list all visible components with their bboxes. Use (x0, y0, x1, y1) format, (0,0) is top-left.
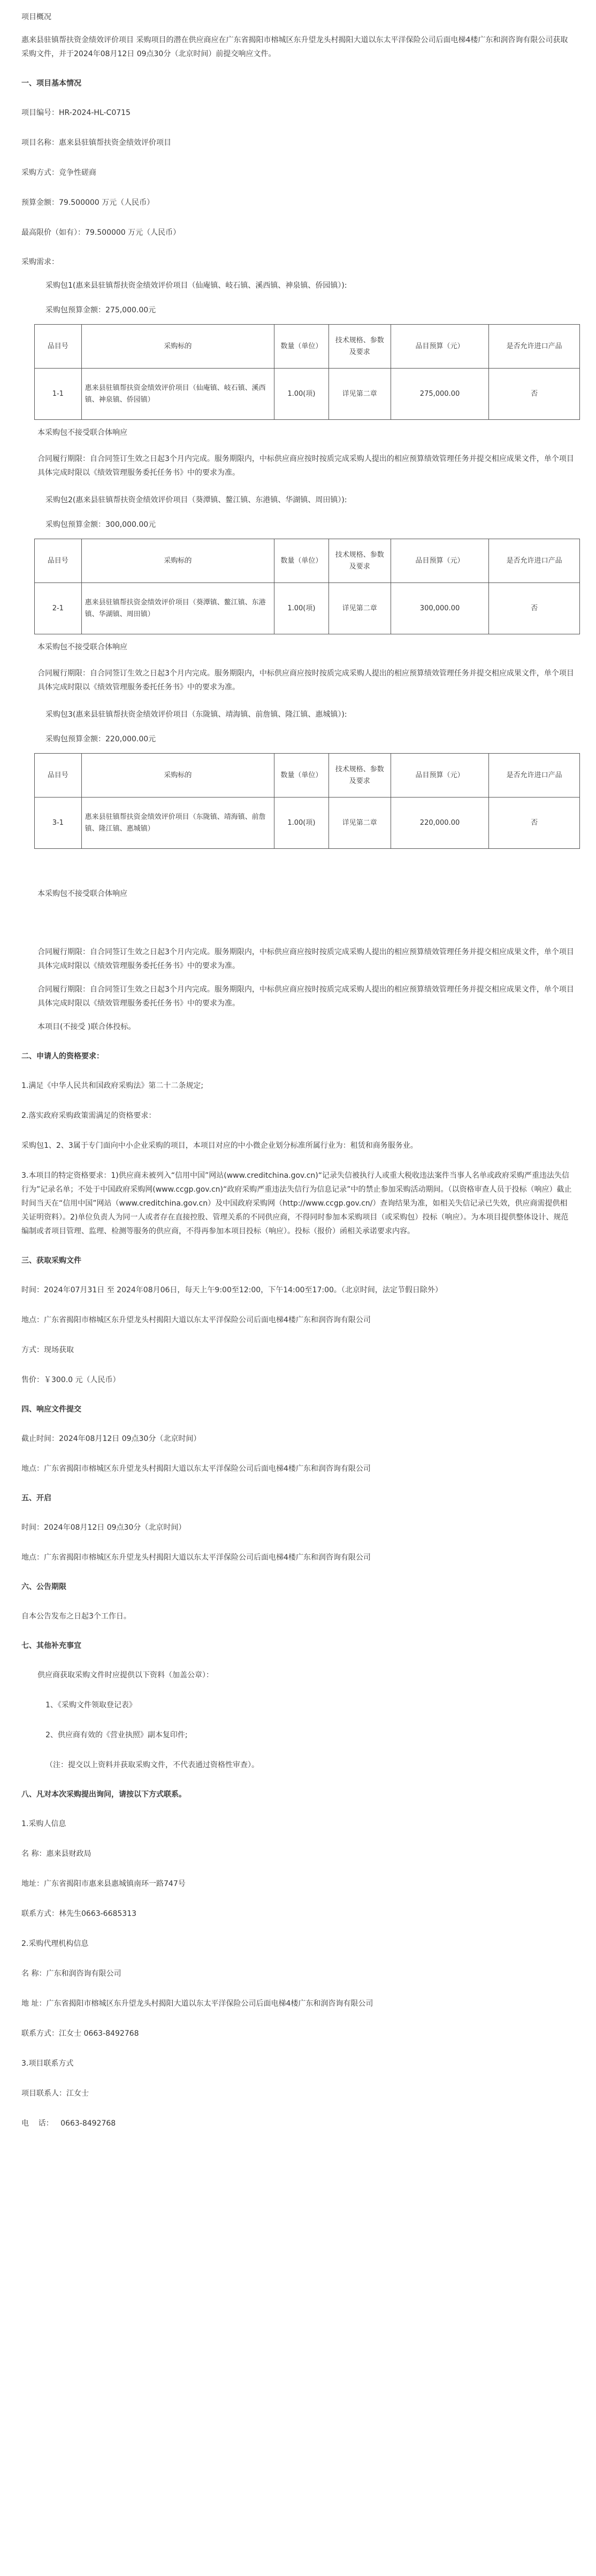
obtain-time: 时间：2024年07月31日 至 2024年08月06日，每天上午9:00至12:00，下午14:00至17:00。（北京时间，法定节假日除外） (21, 1286, 442, 1294)
cell-item-no: 2-1 (35, 583, 82, 634)
package1-table (34, 324, 580, 420)
header-qty: 数量（单位） (274, 325, 329, 369)
table-row (35, 369, 580, 420)
header-qty: 数量（单位） (274, 539, 329, 583)
cell-qty: 1.00(项) (274, 798, 329, 849)
opening-place: 地点：广东省揭阳市榕城区东升望龙头村揭阳大道以东太平洋保险公司后面电梯4楼广东和润咨询有限公司 (21, 1553, 371, 1562)
table-header-row (35, 325, 580, 369)
cell-item-no: 3-1 (35, 798, 82, 849)
cell-budget: 220,000.00 (391, 798, 489, 849)
header-qty: 数量（单位） (274, 754, 329, 798)
cell-qty: 1.00(项) (274, 583, 329, 634)
qualification-1: 1.满足《中华人民共和国政府采购法》第二十二条规定; (21, 1082, 204, 1090)
buyer-contact: 联系方式：林先生0663-6685313 (21, 1910, 137, 1918)
header-spec: 技术规格、参数及要求 (328, 754, 391, 798)
package2-contract: 合同履行期限：自合同签订生效之日起3个月内完成。服务期限内，中标供应商应按时按质完成采购人提出的相应预算绩效管理任务并提交相应成果文件，单个项目具体完成时限以《绩效管理服务委托任务书》中的要求为准。 (37, 669, 574, 692)
table-row (35, 583, 580, 634)
project-contact-label: 3.项目联系方式 (21, 2059, 74, 2068)
section8-title: 八、凡对本次采购提出询问，请按以下方式联系。 (21, 1790, 186, 1799)
package3-table (34, 753, 580, 849)
buyer-name: 名 称：惠来县财政局 (21, 1850, 91, 1858)
project-number: 项目编号：HR-2024-HL-C0715 (21, 109, 131, 117)
overview-text: 惠来县驻镇帮扶资金绩效评价项目 采购项目的潜在供应商应在广东省揭阳市榕城区东升望龙头村揭阳大道以东太平洋保险公司后面电梯4楼广东和润咨询有限公司获取采购文件，并于2024年08月12日 09点30分（北京时间）前提交响应文件。 (21, 36, 568, 58)
max-price: 最高限价（如有）：79.500000 万元（人民币） (21, 228, 181, 237)
package1-consortium: 本采购包不接受联合体响应 (37, 428, 127, 437)
agent-name: 名 称：广东和润咨询有限公司 (21, 1969, 121, 1978)
requirements-label: 采购需求： (21, 258, 59, 266)
package1-contract: 合同履行期限：自合同签订生效之日起3个月内完成。服务期限内，中标供应商应按时按质完成采购人提出的相应预算绩效管理任务并提交相应成果文件，单个项目具体完成时限以《绩效管理服务委托任务书》中的要求为准。 (37, 455, 574, 477)
section2-title: 二、申请人的资格要求： (21, 1052, 104, 1061)
header-target: 采购标的 (81, 325, 274, 369)
cell-budget: 275,000.00 (391, 369, 489, 420)
qualification-2: 2.落实政府采购政策需满足的资格要求： (21, 1111, 156, 1120)
table-row (35, 798, 580, 849)
qualification-3: 3.本项目的特定资格要求：1)供应商未被列入“信用中国”网站(www.creditchina.gov.cn)“记录失信被执行人或重大税收违法案件当事人名单或政府采购严重违法失信行为”记录名单；不处于中国政府采购网(www.ccgp.gov.cn)“政府采购严重违法失信行为信息记录”中的禁止参加采购活动期间。（以资格审查人员于投标（响应）截止时间当天在“信用中国”网站（www.creditchina.gov.cn）及中国政府采购网（http://www.ccgp.gov.cn/）查询结果为准，如相关失信记录已失效，供应商需提供相关证明资料）。2)单位负责人为同一人或者存在直接控股、管理关系的不同供应商，不得同时参加本采购项目（或采购包）投标（响应）。为本项目提供整体设计、规范编制或者项目管理、监理、检测等服务的供应商，不得再参加本项目投标（响应）。投标（报价）函相关承诺要求内容。 (21, 1171, 572, 1236)
table-header-row (35, 754, 580, 798)
package2-budget: 采购包预算金额：300,000.00元 (45, 520, 156, 529)
procurement-method: 采购方式：竞争性磋商 (21, 168, 96, 177)
header-item-no: 品目号 (35, 325, 82, 369)
package2-title: 采购包2(惠来县驻镇帮扶资金绩效评价项目（葵潭镇、鳌江镇、东港镇、华湖镇、周田镇）): (45, 496, 347, 504)
agent-address: 地 址：广东省揭阳市榕城区东升望龙头村揭阳大道以东太平洋保险公司后面电梯4楼广东和润咨询有限公司 (21, 1999, 373, 2008)
header-budget: 品目预算（元） (391, 754, 489, 798)
package3-contract: 合同履行期限：自合同签订生效之日起3个月内完成。服务期限内，中标供应商应按时按质完成采购人提出的相应预算绩效管理任务并提交相应成果文件，单个项目具体完成时限以《绩效管理服务委托任务书》中的要求为准。 (37, 948, 574, 970)
overview-label: 项目概况 (21, 13, 51, 21)
cell-spec: 详见第二章 (328, 798, 391, 849)
section7-title: 七、其他补充事宜 (21, 1642, 81, 1650)
header-target: 采购标的 (81, 754, 274, 798)
cell-imported: 否 (489, 369, 580, 420)
obtain-method: 方式：现场获取 (21, 1346, 74, 1354)
supplement-note: （注：提交以上资料并获取采购文件，不代表通过资格性审查）。 (45, 1761, 259, 1769)
project-contact-person: 项目联系人：江女士 (21, 2089, 89, 2098)
cell-imported: 否 (489, 798, 580, 849)
supplement-intro: 供应商获取采购文件时应提供以下资料（加盖公章）： (37, 1671, 213, 1680)
contract-term-all: 合同履行期限：自合同签订生效之日起3个月内完成。服务期限内，中标供应商应按时按质完成采购人提出的相应预算绩效管理任务并提交相应成果文件，单个项目具体完成时限以《绩效管理服务委托任务书》中的要求为准。 (37, 985, 574, 1008)
header-imported: 是否允许进口产品 (489, 325, 580, 369)
header-budget: 品目预算（元） (391, 325, 489, 369)
opening-time: 时间：2024年08月12日 09点30分（北京时间） (21, 1523, 186, 1532)
section5-title: 五、开启 (21, 1494, 51, 1502)
package3-title: 采购包3(惠来县驻镇帮扶资金绩效评价项目（东陇镇、靖海镇、前詹镇、隆江镇、惠城镇）): (45, 710, 347, 719)
header-budget: 品目预算（元） (391, 539, 489, 583)
header-spec: 技术规格、参数及要求 (328, 325, 391, 369)
qualification-2-detail: 采购包1、2、3属于专门面向中小企业采购的项目，本项目对应的中小微企业划分标准所属行业为：租赁和商务服务业。 (21, 1141, 418, 1150)
header-item-no: 品目号 (35, 754, 82, 798)
project-no-consortium: 本项目(不接受 )联合体投标。 (37, 1023, 136, 1031)
package1-budget: 采购包预算金额：275,000.00元 (45, 306, 156, 315)
cell-item-no: 1-1 (35, 369, 82, 420)
budget-amount: 预算金额：79.500000 万元（人民币） (21, 198, 155, 207)
section1-title: 一、项目基本情况 (21, 79, 81, 88)
agent-label: 2.采购代理机构信息 (21, 1939, 89, 1948)
cell-target: 惠来县驻镇帮扶资金绩效评价项目（葵潭镇、鳌江镇、东港镇、华湖镇、周田镇） (81, 583, 274, 634)
package2-consortium: 本采购包不接受联合体响应 (37, 643, 127, 651)
package3-budget: 采购包预算金额：220,000.00元 (45, 735, 156, 743)
supplement-item-2: 2、供应商有效的《营业执照》副本复印件; (45, 1731, 188, 1739)
header-item-no: 品目号 (35, 539, 82, 583)
buyer-address: 地址：广东省揭阳市惠来县惠城镇南环一路747号 (21, 1880, 186, 1888)
header-imported: 是否允许进口产品 (489, 539, 580, 583)
cell-target: 惠来县驻镇帮扶资金绩效评价项目（东陇镇、靖海镇、前詹镇、隆江镇、惠城镇） (81, 798, 274, 849)
package2-table (34, 539, 580, 634)
submission-deadline: 截止时间：2024年08月12日 09点30分（北京时间） (21, 1435, 201, 1443)
project-contact-phone: 电 话： 0663-8492768 (21, 2119, 116, 2128)
agent-contact: 联系方式：江女士 0663-8492768 (21, 2029, 139, 2038)
cell-qty: 1.00(项) (274, 369, 329, 420)
submission-place: 地点：广东省揭阳市榕城区东升望龙头村揭阳大道以东太平洋保险公司后面电梯4楼广东和润咨询有限公司 (21, 1465, 371, 1473)
cell-budget: 300,000.00 (391, 583, 489, 634)
cell-imported: 否 (489, 583, 580, 634)
cell-spec: 详见第二章 (328, 583, 391, 634)
cell-spec: 详见第二章 (328, 369, 391, 420)
section4-title: 四、响应文件提交 (21, 1405, 81, 1414)
document-price: 售价：￥300.0 元（人民币） (21, 1376, 120, 1384)
obtain-place: 地点：广东省揭阳市榕城区东升望龙头村揭阳大道以东太平洋保险公司后面电梯4楼广东和润咨询有限公司 (21, 1316, 371, 1324)
project-name: 项目名称：惠来县驻镇帮扶资金绩效评价项目 (21, 139, 171, 147)
header-spec: 技术规格、参数及要求 (328, 539, 391, 583)
package1-title: 采购包1(惠来县驻镇帮扶资金绩效评价项目（仙庵镇、岐石镇、溪西镇、神泉镇、侨园镇）): (45, 281, 347, 290)
table-header-row (35, 539, 580, 583)
section3-title: 三、获取采购文件 (21, 1256, 81, 1265)
header-imported: 是否允许进口产品 (489, 754, 580, 798)
supplement-item-1: 1、《采购文件领取登记表》 (45, 1701, 136, 1709)
package3-consortium: 本采购包不接受联合体响应 (37, 890, 127, 898)
notice-period: 自本公告发布之日起3个工作日。 (21, 1612, 131, 1621)
header-target: 采购标的 (81, 539, 274, 583)
buyer-label: 1.采购人信息 (21, 1820, 66, 1828)
section6-title: 六、公告期限 (21, 1583, 66, 1591)
cell-target: 惠来县驻镇帮扶资金绩效评价项目（仙庵镇、岐石镇、溪西镇、神泉镇、侨园镇） (81, 369, 274, 420)
